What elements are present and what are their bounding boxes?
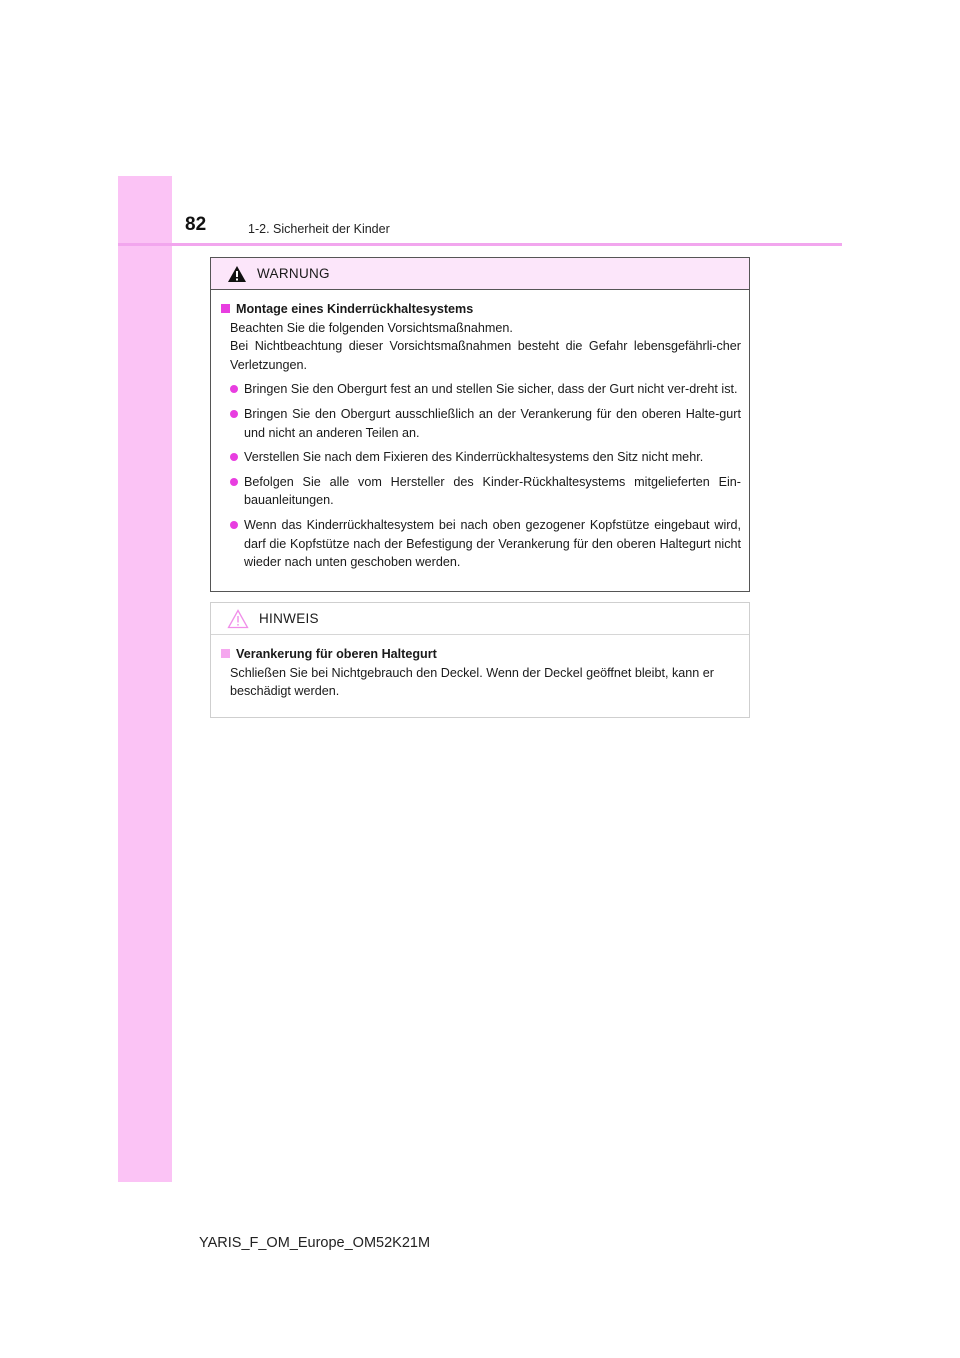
notice-box [210, 602, 750, 718]
warning-bullet-text: Befolgen Sie alle vom Hersteller des Kinder-Rückhaltesystems mitgelieferten Ein-bauanleitungen. [244, 474, 741, 508]
warning-header [211, 258, 749, 290]
notice-title: HINWEIS [259, 611, 319, 626]
round-bullet-icon [230, 521, 238, 529]
warning-bullet-text: Bringen Sie den Obergurt fest an und stellen Sie sicher, dass der Gurt nicht ver-dreht ist. [244, 382, 738, 397]
warning-intro-1: Beachten Sie die folgenden Vorsichtsmaßnahmen. [230, 320, 513, 335]
warning-bullet [219, 380, 741, 399]
round-bullet-icon [230, 385, 238, 393]
page-number: 82 [185, 214, 207, 235]
square-bullet-icon [221, 649, 230, 658]
round-bullet-icon [230, 478, 238, 486]
warning-box [210, 257, 750, 592]
warning-bullet [219, 516, 741, 572]
round-bullet-icon [230, 410, 238, 418]
warning-bullet-text: Wenn das Kinderrückhaltesystem bei nach oben gezogener Kopfstütze eingebaut wird, darf die Kopfstütze nach der Befestigung der Verankerung für den oberen Haltegurt nicht wieder nach unten geschoben werden. [244, 517, 741, 570]
warning-bullet [219, 448, 741, 467]
warning-subheading [219, 300, 741, 319]
warning-bullet-text: Bringen Sie den Obergurt ausschließlich an der Verankerung für den oberen Halte-gurt und nicht an anderen Teilen an. [244, 406, 741, 440]
warning-bullet [219, 405, 741, 442]
warning-bullet-text: Verstellen Sie nach dem Fixieren des Kinderrückhaltesystems den Sitz nicht mehr. [244, 450, 704, 465]
side-band [118, 176, 172, 1182]
header-rule [118, 243, 842, 246]
warning-triangle-icon [227, 265, 247, 283]
warning-title: WARNUNG [257, 266, 330, 281]
notice-subheading-text: Verankerung für oberen Haltegurt [236, 647, 437, 661]
round-bullet-icon [230, 453, 238, 461]
document-id: YARIS_F_OM_Europe_OM52K21M [199, 1235, 431, 1251]
notice-header [211, 603, 749, 635]
notice-triangle-icon [227, 609, 249, 629]
warning-subheading-text: Montage eines Kinderrückhaltesystems [236, 302, 474, 316]
warning-intro-2: Bei Nichtbeachtung dieser Vorsichtsmaßnahmen besteht die Gefahr lebensgefährli-cher Verletzungen. [230, 339, 741, 372]
notice-subheading [219, 645, 741, 664]
notice-text: Schließen Sie bei Nichtgebrauch den Deckel. Wenn der Deckel geöffnet bleibt, kann er beschädigt werden. [230, 665, 714, 699]
warning-body [211, 290, 749, 572]
section-title: 1-2. Sicherheit der Kinder [248, 222, 390, 236]
notice-body [211, 635, 749, 701]
warning-bullet [219, 473, 741, 510]
square-bullet-icon [221, 304, 230, 313]
